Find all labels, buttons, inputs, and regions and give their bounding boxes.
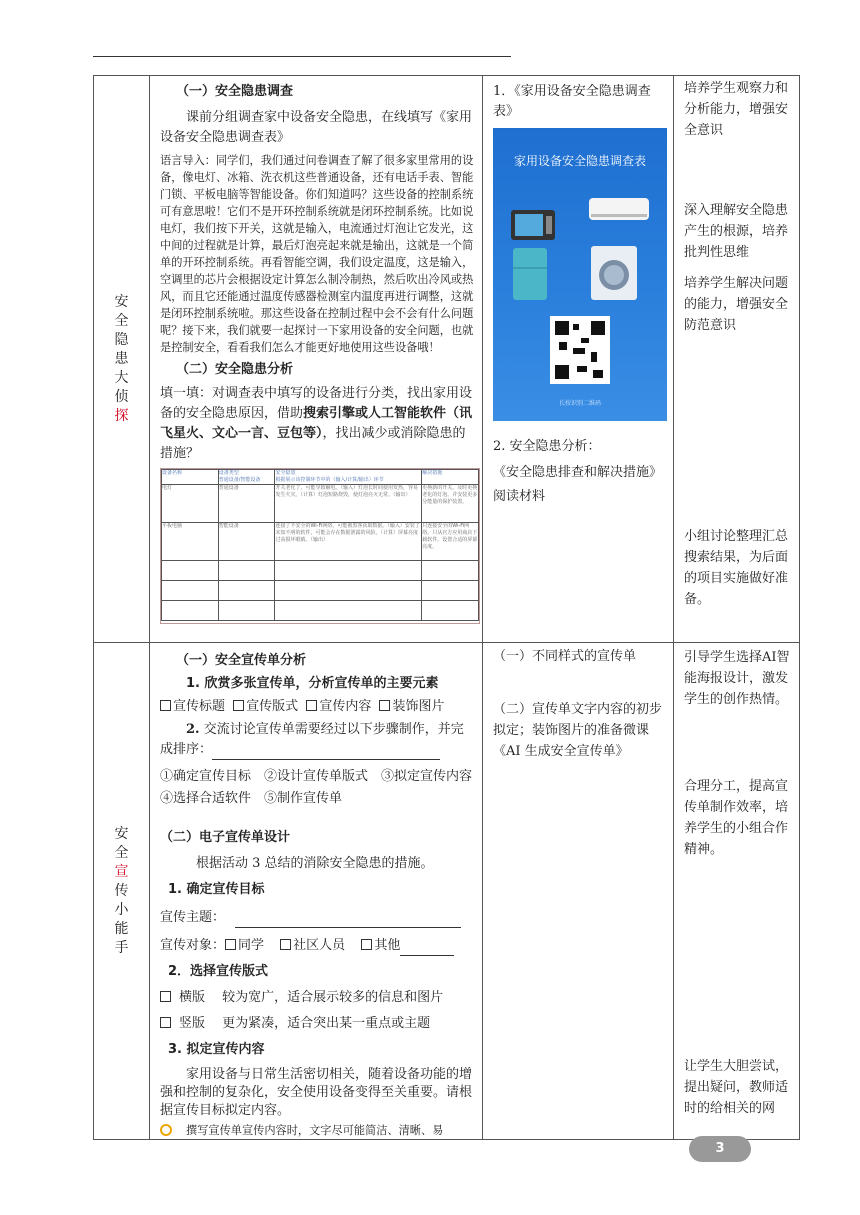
section-title: （一）安全宣传单分析: [176, 653, 307, 668]
analysis-task: 填一填：对调查表中填写的设备进行分类，找出家用设备的安全隐患原因，借助搜索引擎或人工智能软件（讯飞星火、文心一言、豆包等），找出减少或消除隐患的措施？: [160, 386, 473, 461]
stage-label-cell: [94, 643, 150, 1140]
writing-tip: 撰写宣传单宣传内容时，文字尽可能简洁、清晰、易: [160, 1122, 476, 1139]
intent-2: 合理分工，提高宣传单制作效率，培养学生的小组合作精神。: [684, 779, 789, 857]
survey-intro: 课前分组调查家中设备安全隐患，在线填写《家用设备安全隐患调查表》: [160, 110, 473, 145]
content-body: 家用设备与日常生活密切相关，随着设备功能的增强和控制的复杂化，安全使用设备变得至关重要。请根据宣传目标拟定内容。: [160, 1067, 473, 1118]
element-options: 宣传标题 宣传版式 宣传内容 装饰图片: [160, 697, 476, 717]
section-title: （一）安全隐患调查: [176, 84, 294, 99]
step-heading: 1. 确定宣传目标: [168, 882, 265, 897]
appliances-illustration: [493, 128, 667, 421]
checkbox[interactable]: [233, 700, 244, 711]
checkbox[interactable]: [361, 939, 372, 950]
intent-cell: [674, 76, 800, 643]
checkbox[interactable]: [379, 700, 390, 711]
table-row-publicity: [94, 643, 800, 1140]
survey-poster-image: [493, 128, 667, 421]
analysis-table-thumbnail: 设备名称 设备类型 普通设备/智能设备 安全隐患 根据展示该控制环节中的（输入/计算/输出）环节 解决措施 电灯 普通设备 开关老化了，可能导致触电。（输入）灯泡长时间使用发热，容易发生火灾。（计算）灯泡短路烧毁，使灯泡亮灭无常。（输出） 更换新的开关。及时更换老化的灯泡。并安装更多分能量的保护装置。 平板电脑 智能设备 连接了不安全的Wi-Fi网络，可能被黑客获取数据。（输入）安装了未知不明的软件，可能会存在数据泄露的风险。（计算）屏幕亮度过高损坏眼睛。（输出） 只连接安全的Wi-Fi网络。只从官方应用商店下载软件。设置合适的屏幕亮度。: [160, 468, 480, 624]
table-row-hazard-detective: [94, 76, 800, 643]
resource-cell: [483, 643, 674, 1140]
step-heading: 2．选择宣传版式: [168, 964, 269, 979]
theme-input[interactable]: [235, 927, 461, 928]
step-list: ①确定宣传目标 ②设计宣传单版式 ③拟定宣传内容 ④选择合适软件 ⑤制作宣传单: [160, 769, 486, 806]
resource-cell: [483, 76, 674, 643]
poster-title: 家用设备安全隐患调查表: [513, 154, 646, 168]
step-heading: 3. 拟定宣传内容: [168, 1042, 265, 1057]
resource-2: 2. 安全隐患分析：: [493, 439, 601, 454]
resource-2: （二）宣传单文字内容的初步拟定；装饰图片的准备微课《AI 生成安全宣传单》: [493, 702, 663, 759]
intent-2: 深入理解安全隐患产生的根源，培养批判性思维: [684, 203, 789, 260]
section-title: （二）电子宣传单设计: [160, 830, 291, 845]
page-number: 3: [689, 1136, 751, 1162]
question-2: 2. 交流讨论宣传单需要经过以下步骤制作，并完成排序：: [160, 720, 476, 760]
design-intro: 根据活动 3 总结的消除安全隐患的措施。: [196, 856, 434, 871]
stage-label: 安 全 宣 传 小 能 手: [114, 825, 129, 956]
intent-1: 培养学生观察力和分析能力，增强安全意识: [684, 81, 789, 138]
order-blank[interactable]: [212, 759, 440, 760]
checkbox[interactable]: [225, 939, 236, 950]
target-field: 宣传对象： 同学 社区人员 其他: [160, 936, 476, 956]
header-rule: [93, 56, 511, 57]
checkbox[interactable]: [160, 700, 171, 711]
checkbox[interactable]: [160, 991, 171, 1002]
stage-label: 安 全 隐 患 大 侦 探: [114, 293, 129, 424]
theme-field: 宣传主题：: [160, 908, 476, 928]
poster-footer: 长按识别二维码: [558, 400, 601, 407]
activity-cell: [150, 76, 483, 643]
intent-1: 引导学生选择AI智能海报设计，激发学生的创作热情。: [684, 650, 790, 707]
portrait-option: 竖版 更为紧凑，适合突出某一重点或主题: [160, 1014, 476, 1034]
checkbox[interactable]: [160, 1017, 171, 1028]
stage-label-cell: [94, 76, 150, 643]
checkbox[interactable]: [280, 939, 291, 950]
checkbox[interactable]: [306, 700, 317, 711]
intent-3: 让学生大胆尝试，提出疑问，教师适时的给相关的网: [684, 1059, 789, 1116]
lesson-table: [93, 75, 800, 1140]
activity-cell: [150, 643, 486, 1140]
lesson-guide-text: 语言导入：同学们，我们通过问卷调查了解了很多家里常用的设备，像电灯、冰箱、洗衣机这些普通设备，还有电话手表、智能门锁、平板电脑等智能设备。你们知道吗？这些设备的控制系统可有意思啦！它们不是开环控制系统就是闭环控制系统。比如说电灯，我们按下开关，这就是输入，电流通过灯泡让它发光，这中间的过程就是计算，最后灯泡亮起来就是输出，这就是一个简单的开环控制系统。再看智能空调，我们设定温度，这是输入，空调里的芯片会根据设定计算怎么制冷制热，然后吹出冷风或热风，而且它还能通过温度传感器检测室内温度再进行调整，这就是闭环控制系统啦。那这些设备在控制过程中会不会有什么问题呢？接下来，我们就要一起探讨一下家用设备的安全问题，也就是控制安全，看看我们怎么才能更好地使用这些设备哦！: [160, 154, 474, 354]
resource-1: （一）不同样式的宣传单: [493, 649, 637, 664]
section-title: （二）安全隐患分析: [176, 362, 294, 377]
question-1: 1. 欣赏多张宣传单，分析宣传单的主要元素: [186, 676, 439, 691]
intent-cell: [674, 643, 800, 1140]
other-input[interactable]: [400, 955, 454, 956]
tip-icon: [160, 1124, 172, 1136]
resource-2-material: 《安全隐患排查和解决措施》阅读材料: [493, 465, 663, 504]
intent-4: 小组讨论整理汇总搜索结果，为后面的项目实施做好准备。: [684, 529, 789, 607]
landscape-option: 横版 较为宽广，适合展示较多的信息和图片: [160, 988, 476, 1008]
resource-1: 1．《家用设备安全隐患调查表》: [493, 84, 651, 119]
intent-3: 培养学生解决问题的能力，增强安全防范意识: [684, 276, 789, 333]
